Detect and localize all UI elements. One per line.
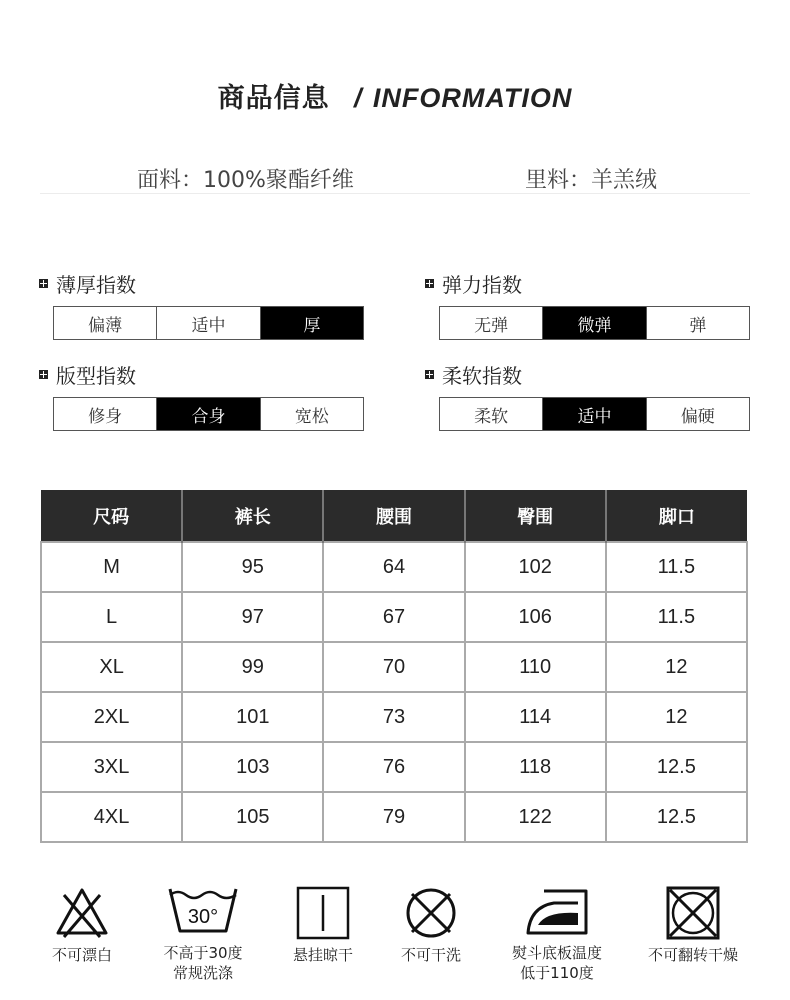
table-cell: 106 (465, 592, 606, 642)
table-cell: 2XL (41, 692, 182, 742)
page-title (0, 76, 790, 115)
size-table (40, 490, 748, 843)
care-caption: 不可干洗 (400, 946, 461, 964)
index-option: 偏硬 (680, 406, 715, 427)
index-option: 宽松 (294, 406, 329, 427)
table-cell: 102 (465, 542, 606, 592)
table-cell: 118 (465, 742, 606, 792)
table-cell: 70 (323, 642, 464, 692)
table-cell: 114 (465, 692, 606, 742)
fabric-outer: 面料：100%聚酯纤维 (137, 168, 354, 193)
index-fit (53, 361, 364, 427)
bullet-icon (425, 370, 434, 379)
index-option: 微弹 (543, 307, 646, 339)
index-option: 无弹 (440, 307, 543, 339)
index-softness (439, 361, 750, 427)
table-cell: 76 (323, 742, 464, 792)
table-cell: 73 (323, 692, 464, 742)
care-no-wash (376, 885, 486, 965)
table-cell: 12 (606, 642, 747, 692)
index-option: 柔软 (440, 398, 543, 430)
index-scale (439, 397, 750, 431)
index-label: 版型指数 (56, 363, 136, 388)
index-option: 合身 (157, 398, 260, 430)
table-header-row (41, 490, 747, 542)
care-no-tumble-dry (638, 885, 748, 965)
hang-dry-icon (295, 885, 351, 941)
index-scale (53, 397, 364, 431)
index-label: 柔软指数 (442, 363, 522, 388)
index-option: 适中 (543, 398, 646, 430)
index-option: 适中 (157, 307, 260, 339)
care-caption-line: 常规洗涤 (172, 964, 233, 982)
iron-110-icon (524, 885, 590, 939)
table-cell: XL (41, 642, 182, 692)
bullet-icon (39, 279, 48, 288)
table-cell: 99 (182, 642, 323, 692)
index-thickness (53, 270, 364, 336)
wash-30-icon (166, 885, 240, 935)
table-cell: L (41, 592, 182, 642)
table-row (41, 642, 747, 692)
table-cell: 79 (323, 792, 464, 842)
column-header: 尺码 (41, 490, 182, 542)
care-wash-30 (148, 885, 258, 983)
table-cell: 12.5 (606, 792, 747, 842)
table-cell: 103 (182, 742, 323, 792)
bullet-icon (425, 279, 434, 288)
column-header: 裤长 (182, 490, 323, 542)
title-cn: 商品信息 (217, 83, 330, 114)
care-hang-dry (268, 885, 378, 965)
index-scale (53, 306, 364, 340)
divider (40, 193, 750, 194)
no-wash-icon (403, 885, 459, 941)
table-cell: 4XL (41, 792, 182, 842)
table-cell: 3XL (41, 742, 182, 792)
wash-temp-text: 30° (187, 906, 219, 928)
table-cell: M (41, 542, 182, 592)
no-tumble-dry-icon (665, 885, 721, 941)
index-option: 弹 (689, 315, 707, 336)
table-cell: 105 (182, 792, 323, 842)
bullet-icon (39, 370, 48, 379)
table-cell: 11.5 (606, 592, 747, 642)
table-cell: 12 (606, 692, 747, 742)
index-option: 偏薄 (54, 307, 157, 339)
index-option: 修身 (54, 398, 157, 430)
table-row (41, 592, 747, 642)
index-label: 弹力指数 (442, 272, 522, 297)
table-row (41, 692, 747, 742)
table-cell: 11.5 (606, 542, 747, 592)
care-caption-line: 不高于30度 (163, 944, 243, 962)
index-option: 厚 (261, 307, 363, 339)
table-cell: 95 (182, 542, 323, 592)
care-caption-line: 低于110度 (520, 964, 594, 982)
table-cell: 67 (323, 592, 464, 642)
index-elasticity (439, 270, 750, 336)
fabric-lining: 里料：羊羔绒 (525, 168, 658, 193)
column-header: 臀围 (465, 490, 606, 542)
title-en: INFORMATION (372, 83, 573, 113)
index-label: 薄厚指数 (56, 272, 136, 297)
table-row (41, 792, 747, 842)
table-cell: 64 (323, 542, 464, 592)
column-header: 腰围 (323, 490, 464, 542)
care-caption (148, 943, 258, 983)
care-no-bleach (27, 885, 137, 965)
table-cell: 110 (465, 642, 606, 692)
title-separator: / (354, 83, 363, 113)
index-scale (439, 306, 750, 340)
table-cell: 97 (182, 592, 323, 642)
column-header: 脚口 (606, 490, 747, 542)
no-bleach-icon (54, 885, 110, 941)
table-row (41, 742, 747, 792)
care-caption: 不可漂白 (51, 946, 112, 964)
table-cell: 12.5 (606, 742, 747, 792)
care-caption (502, 943, 612, 983)
care-caption-line: 熨斗底板温度 (511, 944, 602, 962)
table-cell: 122 (465, 792, 606, 842)
care-caption: 不可翻转干燥 (647, 946, 738, 964)
table-row (41, 542, 747, 592)
care-iron-110 (502, 885, 612, 983)
table-cell: 101 (182, 692, 323, 742)
care-caption: 悬挂晾干 (292, 946, 353, 964)
